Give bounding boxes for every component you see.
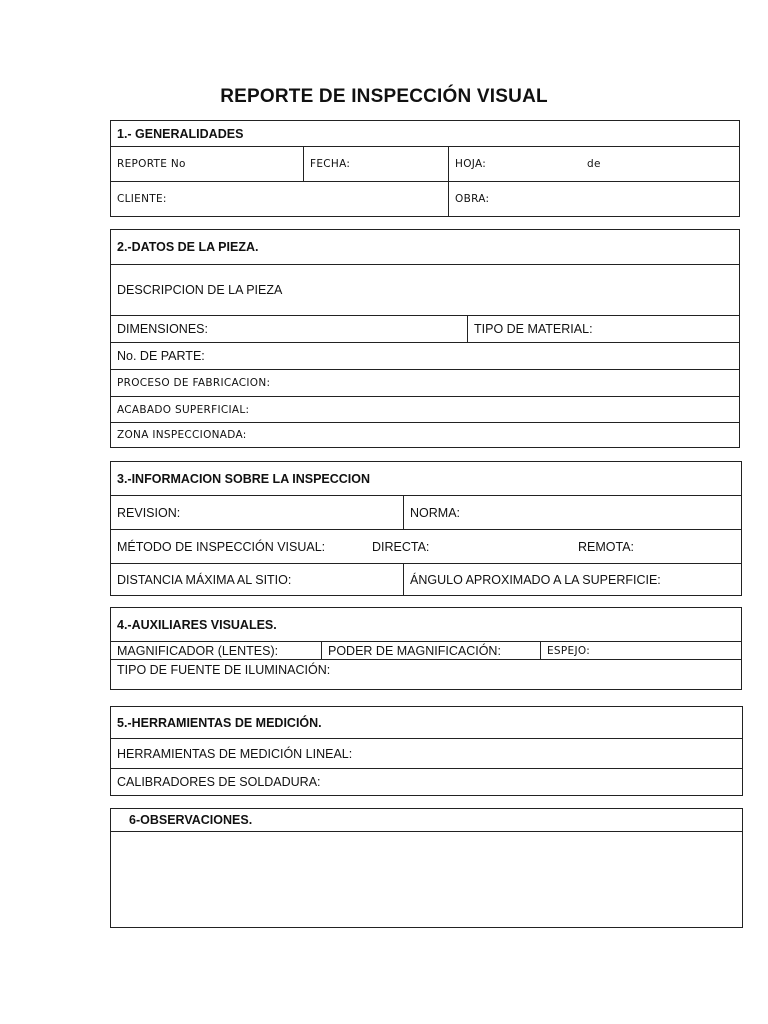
dimensiones-field[interactable]: DIMENSIONES: — [117, 322, 208, 336]
section-3-header: 3.-INFORMACION SOBRE LA INSPECCION — [117, 471, 371, 486]
espejo-field[interactable]: ESPEJO: — [540, 642, 741, 659]
zona-inspeccionada-field[interactable]: ZONA INSPECCIONADA: — [117, 429, 247, 441]
medicion-lineal-field[interactable]: HERRAMIENTAS DE MEDICIÓN LINEAL: — [117, 746, 353, 761]
tipo-material-field[interactable]: TIPO DE MATERIAL: — [467, 316, 739, 342]
section-informacion-inspeccion — [110, 461, 742, 596]
metodo-inspeccion-label: MÉTODO DE INSPECCIÓN VISUAL: — [117, 539, 326, 554]
observaciones-field[interactable] — [111, 831, 742, 927]
calibradores-soldadura-field[interactable]: CALIBRADORES DE SOLDADURA: — [117, 775, 321, 789]
descripcion-field[interactable]: DESCRIPCION DE LA PIEZA — [117, 283, 283, 297]
magnificador-field[interactable]: MAGNIFICADOR (LENTES): — [117, 643, 279, 658]
angulo-aproximado-field[interactable]: ÁNGULO APROXIMADO A LA SUPERFICIE: — [403, 564, 741, 595]
obra-field[interactable]: OBRA: — [448, 182, 739, 216]
row-calibradores — [111, 768, 742, 795]
directa-field[interactable]: DIRECTA: — [372, 539, 430, 554]
section-auxiliares-visuales — [110, 607, 742, 690]
row-metodo — [111, 529, 741, 563]
row-magnificador — [111, 641, 741, 659]
section-6-header: 6-OBSERVACIONES. — [129, 813, 253, 827]
row-dimensiones — [111, 315, 739, 342]
revision-field[interactable]: REVISION: — [117, 505, 181, 520]
row-lineal — [111, 738, 742, 768]
section-1-header: 1.- GENERALIDADES — [117, 126, 244, 141]
section-5-header: 5.-HERRAMIENTAS DE MEDICIÓN. — [117, 715, 322, 730]
reporte-no-field[interactable]: REPORTE No — [117, 158, 186, 170]
row-reporte — [111, 146, 739, 181]
norma-field[interactable]: NORMA: — [403, 496, 741, 529]
section-herramientas-medicion — [110, 706, 743, 796]
no-parte-field[interactable]: No. DE PARTE: — [117, 349, 205, 363]
hoja-de-label: de — [587, 158, 601, 170]
row-descripcion — [111, 264, 739, 315]
row-zona — [111, 422, 739, 447]
poder-magnificacion-field[interactable]: PODER DE MAGNIFICACIÓN: — [321, 642, 540, 659]
cliente-field[interactable]: CLIENTE: — [117, 193, 167, 205]
acabado-superficial-field[interactable]: ACABADO SUPERFICIAL: — [117, 403, 250, 416]
row-acabado — [111, 396, 739, 422]
row-revision — [111, 495, 741, 529]
fecha-field[interactable]: FECHA: — [303, 147, 448, 181]
row-distancia — [111, 563, 741, 595]
row-no-parte — [111, 342, 739, 369]
fuente-iluminacion-field[interactable]: TIPO DE FUENTE DE ILUMINACIÓN: — [117, 663, 331, 677]
distancia-maxima-field[interactable]: DISTANCIA MÁXIMA AL SITIO: — [117, 572, 292, 587]
section-observaciones — [110, 808, 743, 928]
section-4-header: 4.-AUXILIARES VISUALES. — [117, 617, 277, 632]
row-cliente — [111, 181, 739, 216]
row-fuente — [111, 659, 741, 689]
report-title: REPORTE DE INSPECCIÓN VISUAL — [220, 86, 548, 107]
row-proceso — [111, 369, 739, 396]
remota-field[interactable]: REMOTA: — [578, 539, 635, 554]
section-generalidades — [110, 120, 740, 217]
section-2-header: 2.-DATOS DE LA PIEZA. — [117, 240, 259, 254]
section-datos-pieza — [110, 229, 740, 448]
hoja-field[interactable]: HOJA: — [448, 147, 739, 181]
proceso-fabricacion-field[interactable]: PROCESO DE FABRICACION: — [117, 377, 271, 389]
